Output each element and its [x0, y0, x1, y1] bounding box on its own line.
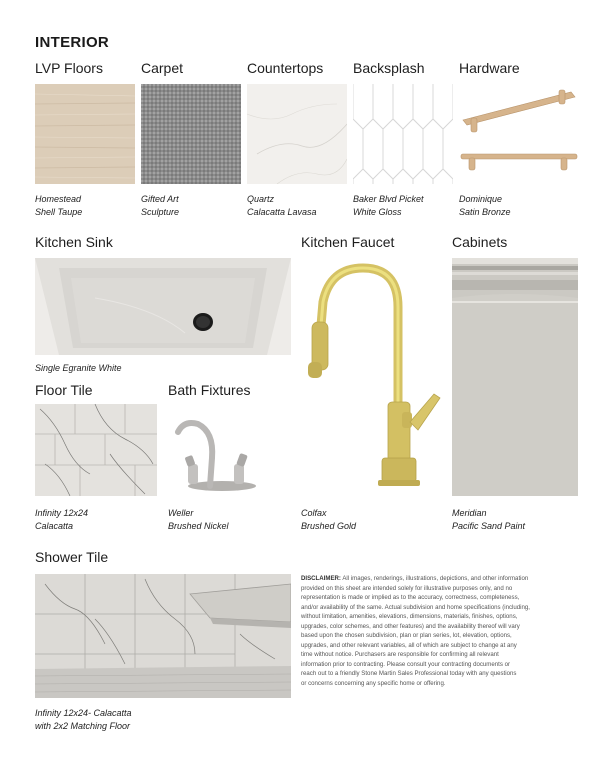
caption-line: Single Egranite White: [35, 363, 122, 373]
caption-line: Sculpture: [141, 207, 180, 217]
page-title: INTERIOR: [35, 34, 110, 51]
label-shower-tile: Shower Tile: [35, 549, 109, 565]
caption-line: White Gloss: [353, 207, 402, 217]
disclaimer-line: upgrades, and other relevant variables, all of which are subject to change at any: [301, 641, 517, 649]
disclaimer-line: or concerns concerning any specific home or offering.: [301, 679, 446, 687]
label-floor-tile: Floor Tile: [35, 382, 93, 398]
caption-line: Weller: [168, 508, 194, 518]
shower-tile-image: [35, 574, 291, 698]
caption-cabinets: [452, 507, 525, 533]
caption-line: Quartz: [247, 194, 275, 204]
caption-line: Meridian: [452, 508, 487, 518]
disclaimer-line: DISCLAIMER: All images, renderings, illustrations, depictions, and other information: [301, 575, 529, 582]
caption-line: Shell Taupe: [35, 207, 83, 217]
cabinet-door-swatch: [452, 258, 578, 496]
floor-tile-swatch: [35, 404, 157, 496]
caption-carpet: [141, 193, 179, 219]
caption-line: Satin Bronze: [459, 207, 511, 217]
label-cabinets: Cabinets: [452, 234, 508, 250]
caption-line: Baker Blvd Picket: [353, 194, 424, 204]
label-countertops: Countertops: [247, 60, 324, 76]
label-carpet: Carpet: [141, 60, 184, 76]
disclaimer-line: without limitation, amenities, elevations, dimensions, materials, finishes, options,: [301, 613, 518, 620]
caption-hardware: [459, 193, 511, 219]
caption-line: Brushed Gold: [301, 521, 357, 531]
caption-floor-tile: [35, 507, 88, 533]
disclaimer-line: and/or availability of the same. Actual subdivision and home specifications (including,: [301, 603, 530, 611]
carpet-swatch: [141, 84, 241, 184]
caption-line: Gifted Art: [141, 194, 179, 204]
disclaimer-line: representation is made or implied as to the accuracy, correctness, completeness,: [301, 594, 520, 601]
caption-line: Calacatta Lavasa: [247, 207, 317, 217]
caption-bath-fixtures: [168, 507, 229, 533]
backsplash-swatch: [353, 84, 453, 184]
disclaimer-heading: DISCLAIMER:: [301, 575, 341, 582]
caption-shower-tile: [35, 707, 132, 733]
caption-kitchen-faucet: [301, 507, 356, 533]
disclaimer-line: time without notice. Purchasers are responsible for confirming all relevant: [301, 651, 499, 658]
disclaimer-line: information prior to contracting. Please consult your contracting documents or: [301, 660, 510, 668]
label-backsplash: Backsplash: [353, 60, 425, 76]
label-kitchen-faucet: Kitchen Faucet: [301, 234, 395, 250]
disclaimer-line: provided on this sheet are intended solely for illustrative purposes only, and no: [301, 584, 513, 592]
caption-line: Dominique: [459, 194, 503, 204]
caption-line: Pacific Sand Paint: [452, 521, 526, 531]
disclaimer-line: reach out to a friendly Stone Martin Sales Professional today with any questions: [301, 670, 517, 677]
label-kitchen-sink: Kitchen Sink: [35, 234, 113, 250]
disclaimer-line: based upon the chosen subdivision, plan or plan series, lot, elevation, options,: [301, 632, 512, 639]
kitchen-faucet-image: [298, 262, 448, 497]
caption-line: Calacatta: [35, 521, 74, 531]
bath-faucet-image: [168, 410, 268, 495]
caption-lvp-floors: [35, 193, 82, 219]
countertop-swatch: [247, 84, 347, 184]
disclaimer-text: [301, 574, 571, 688]
caption-line: with 2x2 Matching Floor: [35, 721, 131, 731]
hardware-swatch: [459, 84, 579, 184]
caption-line: Infinity 12x24- Calacatta: [35, 708, 132, 718]
caption-backsplash: [353, 193, 424, 219]
kitchen-sink-image: [35, 258, 291, 355]
caption-line: Colfax: [301, 508, 327, 518]
label-bath-fixtures: Bath Fixtures: [168, 382, 251, 398]
label-hardware: Hardware: [459, 60, 520, 76]
lvp-floor-swatch: [35, 84, 135, 184]
caption-countertops: [247, 193, 317, 219]
label-lvp-floors: LVP Floors: [35, 60, 103, 76]
disclaimer-line: upgrades, color schemes, and other features) and the availability thereof will vary: [301, 622, 520, 630]
caption-line: Homestead: [35, 194, 82, 204]
caption-line: Brushed Nickel: [168, 521, 229, 531]
caption-kitchen-sink: [35, 362, 122, 375]
caption-line: Infinity 12x24: [35, 508, 89, 518]
